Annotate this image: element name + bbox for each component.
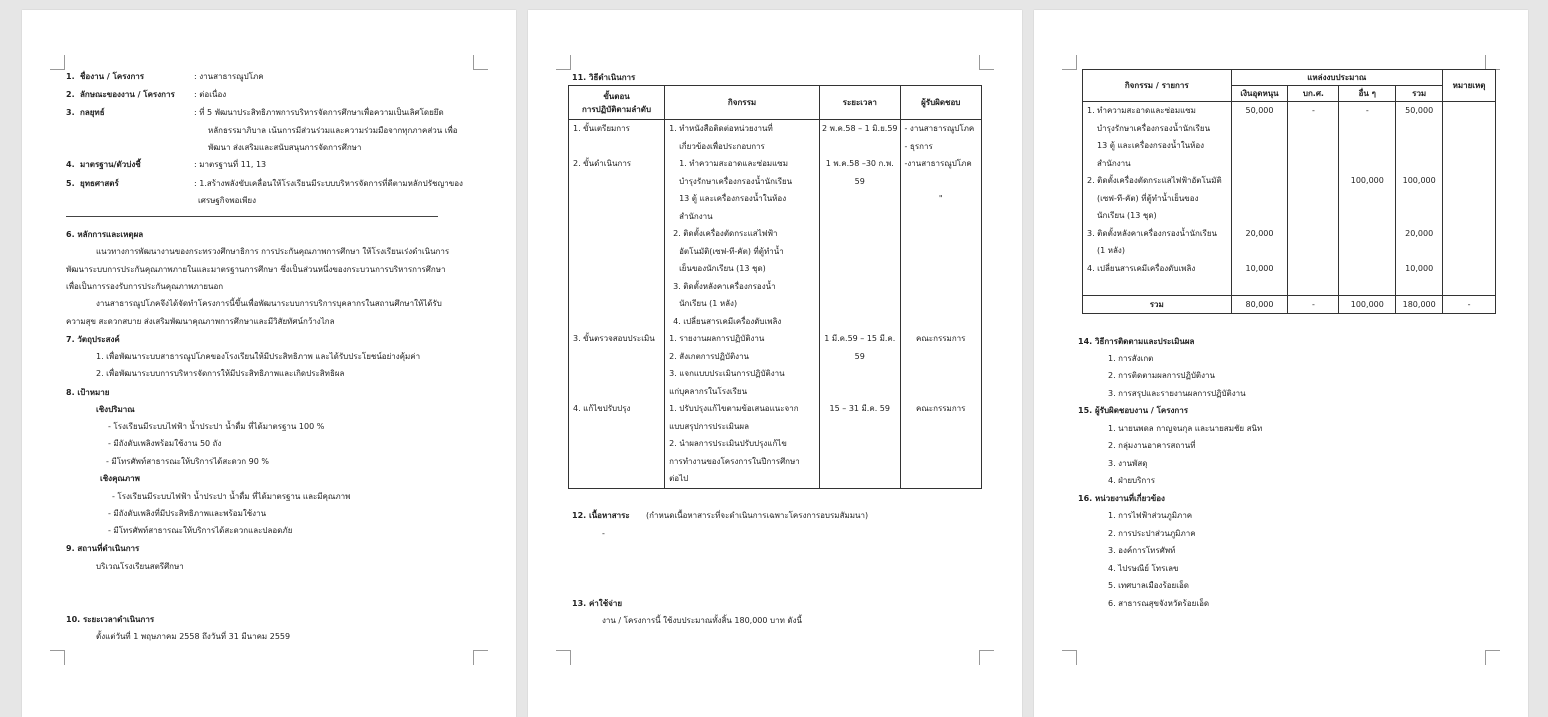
document-page-2 <box>528 10 1022 717</box>
item-num: 3. <box>66 108 75 117</box>
paragraph-line: แนวทางการพัฒนางานของกระทรวงศึกษาธิการ การประกันคุณภาพการศึกษา ให้โรงเรียนเร่งดำเนินการ <box>96 247 450 256</box>
sum-total: 180,000 <box>1396 295 1443 314</box>
list-item: 3. งานพัสดุ <box>1108 459 1148 468</box>
section-13-value: งาน / โครงการนี้ ใช้งบประมาณทั้งสิ้น 180,000 บาท ดังนี้ <box>602 616 802 625</box>
total-cell: 50,000 100,000 20,000 10,000 <box>1396 102 1443 296</box>
crop-mark <box>473 650 488 665</box>
section-12-title: 12. เนื้อหาสาระ <box>572 511 630 520</box>
item-label: ลักษณะของงาน / โครงการ <box>80 90 175 99</box>
sum-note: - <box>1443 295 1496 314</box>
item-value-cont: หลักธรรมาภิบาล เน้นการมีส่วนร่วมและความร่วมมือจากทุกภาคส่วน เพื่อ <box>208 126 458 135</box>
paragraph-line: ความสุข สะดวกสบาย ส่งเสริมพัฒนาคุณภาพการศึกษาและมีวิสัยทัศน์กว้างไกล <box>66 317 335 326</box>
target-line: - มีโทรศัพท์สาธารณะให้บริการได้สะดวกและปลอดภัย <box>108 526 293 535</box>
crop-mark <box>1062 650 1077 665</box>
paragraph-line: เพื่อเป็นการรองรับการประกันคุณภาพภายนอก <box>66 282 224 291</box>
item-num: 5. <box>66 179 75 188</box>
header-step: ขั้นตอน การปฏิบัติตามลำดับ <box>569 86 665 120</box>
header-budget-source: แหล่งงบประมาณ <box>1231 70 1443 86</box>
section-12-value: - <box>602 529 605 538</box>
item-num: 4. <box>66 160 75 169</box>
header-activity: กิจกรรม <box>665 86 820 120</box>
section-9-title: 9. สถานที่ดำเนินการ <box>66 544 140 553</box>
sum-bks: - <box>1288 295 1339 314</box>
section-11-title: 11. วิธีดำเนินการ <box>572 73 636 82</box>
section-6-title: 6. หลักการและเหตุผล <box>66 230 144 239</box>
section-10-title: 10. ระยะเวลาดำเนินการ <box>66 615 155 624</box>
header-owner: ผู้รับผิดชอบ <box>900 86 982 120</box>
target-line: - มีถังดับเพลิงที่มีประสิทธิภาพและพร้อมใช้งาน <box>108 509 267 518</box>
list-item: 4. ไปรษณีย์ โทรเลข <box>1108 564 1179 573</box>
table-row <box>569 120 982 489</box>
crop-mark <box>979 650 994 665</box>
list-item: 3. องค์การโทรศัพท์ <box>1108 546 1176 555</box>
sum-row <box>1083 295 1496 314</box>
header-duration: ระยะเวลา <box>820 86 900 120</box>
crop-mark <box>979 55 994 70</box>
list-item: 2. การประปาส่วนภูมิภาค <box>1108 529 1196 538</box>
item-value: : มาตรฐานที่ 11, 13 <box>194 160 267 169</box>
target-line: - โรงเรียนมีระบบไฟฟ้า น้ำประปา น้ำดื่ม ที่ได้มาตรฐาน และมีคุณภาพ <box>112 492 351 501</box>
table-row <box>1083 102 1496 296</box>
crop-mark <box>1485 55 1500 70</box>
sum-other: 100,000 <box>1339 295 1396 314</box>
section-divider <box>66 216 438 217</box>
header-bks: บก.ศ. <box>1288 86 1339 102</box>
target-line: - มีถังดับเพลิงพร้อมใช้งาน 50 ถัง <box>108 439 222 448</box>
section-14-title: 14. วิธีการติดตามและประเมินผล <box>1078 337 1195 346</box>
activity-cell: 1. ทำความสะอาดและซ่อมแซม บำรุงรักษาเครื่องกรองน้ำนักเรียน 13 ตู้ และเครื่องกรองน้ำในห้อง สำนักงาน 2. ติดตั้งเครื่องตัดกระแสไฟฟ้าอัตโนมัติ (เซฟ-ที-คัต) ที่ตู้ทำน้ำเย็นของ นักเรียน (13 ชุด) 3. ติดตั้งหลังคาเครื่องกรองน้ำนักเรียน (1 หลัง) 4. เปลี่ยนสารเคมีเครื่องดับเพลิง <box>1083 102 1232 296</box>
plan-table <box>568 85 982 489</box>
header-other: อื่น ๆ <box>1339 86 1396 102</box>
header-subsidy: เงินอุดหนุน <box>1231 86 1288 102</box>
item-value: : ที่ 5 พัฒนาประสิทธิภาพการบริหารจัดการศึกษาเพื่อความเป็นเลิศโดยยึด <box>194 108 444 117</box>
location-value: บริเวณโรงเรียนสตรีศึกษา <box>96 562 184 571</box>
item-value: : 1.สร้างพลังขับเคลื่อนให้โรงเรียนมีระบบบริหารจัดการที่ดีตามหลักปรัชญาของ <box>194 179 463 188</box>
crop-mark <box>556 55 571 70</box>
crop-mark <box>556 650 571 665</box>
list-item: 1. การสังเกต <box>1108 354 1154 363</box>
step-cell: 1. ขั้นเตรียมการ 2. ขั้นดำเนินการ 3. ขั้นตรวจสอบประเมิน 4. แก้ไขปรับปรุง <box>569 120 665 489</box>
section-13-title: 13. ค่าใช้จ่าย <box>572 599 623 608</box>
item-num: 2. <box>66 90 75 99</box>
list-item: 3. การสรุปและรายงานผลการปฏิบัติงาน <box>1108 389 1246 398</box>
item-value: : งานสาธารณูปโภค <box>194 72 264 81</box>
other-cell: - 100,000 <box>1339 102 1396 296</box>
document-page-3 <box>1034 10 1528 717</box>
item-num: 1. <box>66 72 75 81</box>
section-15-title: 15. ผู้รับผิดชอบงาน / โครงการ <box>1078 406 1189 415</box>
section-16-title: 16. หน่วยงานที่เกี่ยวข้อง <box>1078 494 1165 503</box>
header-note: หมายเหตุ <box>1443 70 1496 102</box>
target-quantity-label: เชิงปริมาณ <box>96 405 135 414</box>
header-activity: กิจกรรม / รายการ <box>1083 70 1232 102</box>
section-7-title: 7. วัตถุประสงค์ <box>66 335 120 344</box>
objective-line: 1. เพื่อพัฒนาระบบสาธารณูปโภคของโรงเรียนให้มีประสิทธิภาพ และได้รับประโยชน์อย่างคุ้มค่า <box>96 352 421 361</box>
item-value-cont: เศรษฐกิจพอเพียง <box>198 196 257 205</box>
target-line: - โรงเรียนมีระบบไฟฟ้า น้ำประปา น้ำดื่ม ที่ได้มาตรฐาน 100 % <box>108 422 325 431</box>
header-total: รวม <box>1396 86 1443 102</box>
target-quality-label: เชิงคุณภาพ <box>100 474 140 483</box>
note-cell <box>1443 102 1496 296</box>
owner-cell: - งานสาธารณูปโภค - ธุรการ -งานสาธารณูปโภค " คณะกรรมการ คณะกรรมการ <box>900 120 982 489</box>
duration-cell: 2 พ.ค.58 – 1 มิ.ย.59 1 พ.ค.58 –30 ก.พ. 59 1 มี.ค.59 – 15 มี.ค. 59 15 – 31 มี.ค. 59 <box>820 120 900 489</box>
budget-table <box>1082 69 1496 314</box>
crop-mark <box>50 55 65 70</box>
section-12-note: (กำหนดเนื้อหาสาระที่จะดำเนินการเฉพาะโครงการอบรมสัมมนา) <box>646 511 869 520</box>
bks-cell: - <box>1288 102 1339 296</box>
list-item: 1. นายนพดล กาญจนกุล และนายสมชัย สนิท <box>1108 424 1263 433</box>
list-item: 4. ฝ่ายบริการ <box>1108 476 1156 485</box>
objective-line: 2. เพื่อพัฒนาระบบการบริหารจัดการให้มีประสิทธิภาพและเกิดประสิทธิผล <box>96 369 345 378</box>
list-item: 6. สาธารณสุขจังหวัดร้อยเอ็ด <box>1108 599 1210 608</box>
crop-mark <box>473 55 488 70</box>
crop-mark <box>1485 650 1500 665</box>
item-value-cont: พัฒนา ส่งเสริมและสนับสนุนการจัดการศึกษา <box>208 143 362 152</box>
item-label: กลยุทธ์ <box>80 108 105 117</box>
sum-subsidy: 80,000 <box>1231 295 1288 314</box>
sum-label: รวม <box>1083 295 1232 314</box>
list-item: 1. การไฟฟ้าส่วนภูมิภาค <box>1108 511 1193 520</box>
list-item: 5. เทศบาลเมืองร้อยเอ็ด <box>1108 581 1189 590</box>
crop-mark <box>1062 55 1077 70</box>
item-label: มาตรฐาน/ตัวบ่งชี้ <box>80 160 141 169</box>
target-line: - มีโทรศัพท์สาธารณะให้บริการได้สะดวก 90 % <box>106 457 269 466</box>
list-item: 2. การติดตามผลการปฏิบัติงาน <box>1108 371 1215 380</box>
crop-mark <box>50 650 65 665</box>
activity-cell: 1. ทำหนังสือติดต่อหน่วยงานที่ เกี่ยวข้องเพื่อประกอบการ 1. ทำความสะอาดและซ่อมแซม บำรุงรักษาเครื่องกรองน้ำนักเรียน 13 ตู้ และเครื่องกรองน้ำในห้อง สำนักงาน 2. ติดตั้งเครื่องตัดกระแสไฟฟ้า อัตโนมัติ(เซฟ-ที-คัต) ที่ตู้ทำน้ำ เย็นของนักเรียน (13 ชุด) 3. ติดตั้งหลังคาเครื่องกรองน้ำ นักเรียน (1 หลัง) 4. เปลี่ยนสารเคมีเครื่องดับเพลิง 1. รายงานผลการปฏิบัติงาน 2. สังเกตการปฏิบัติงาน 3. แจกแบบประเมินการปฏิบัติงาน แก่บุคลากรในโรงเรียน 1. ปรับปรุงแก้ไขตามข้อเสนอแนะจาก แบบสรุปการประเมินผล 2. นำผลการประเมินปรับปรุงแก้ไข การทำงานของโครงการในปีการศึกษา ต่อไป <box>665 120 820 489</box>
item-value: : ต่อเนื่อง <box>194 90 227 99</box>
section-8-title: 8. เป้าหมาย <box>66 388 110 397</box>
document-page-1 <box>22 10 516 717</box>
paragraph-line: พัฒนาระบบการประกันคุณภาพภายในและมาตรฐานการศึกษา ซึ่งเป็นส่วนหนึ่งของกระบวนการบริหารการศึกษา <box>66 265 446 274</box>
item-label: ยุทธศาสตร์ <box>80 179 119 188</box>
paragraph-line: งานสาธารณูปโภคจึงได้จัดทำโครงการนี้ขึ้นเพื่อพัฒนาระบบการบริการบุคลากรในสถานศึกษาให้ได้รับ <box>96 299 442 308</box>
item-label: ชื่องาน / โครงการ <box>80 72 145 81</box>
subsidy-cell: 50,000 20,000 10,000 <box>1231 102 1288 296</box>
list-item: 2. กลุ่มงานอาคารสถานที่ <box>1108 441 1196 450</box>
duration-value: ตั้งแต่วันที่ 1 พฤษภาคม 2558 ถึงวันที่ 31 มีนาคม 2559 <box>96 632 291 641</box>
